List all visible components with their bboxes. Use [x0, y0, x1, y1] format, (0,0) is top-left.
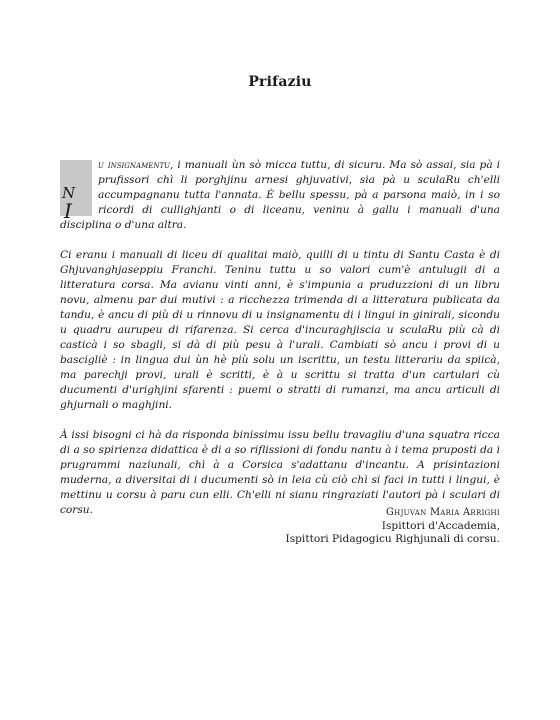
- signature-title-1: Ispittori d'Accademia,: [381, 519, 500, 532]
- page-title: Prifaziu: [248, 74, 312, 90]
- signature-title-2: Ispittori Pidagogicu Righjunali di corsu.: [285, 533, 500, 545]
- paragraph-1-text: i manuali ùn sò micca tuttu, di sicuru. Ma sò assai, sia pà i prufissori chì li porghjinu arnesi ghjuvativi, sia pà u sculaRu ch'elli accumpagnanu tutta l'annata. È bellu spessu, pà a parsona maiò, in i so ricordi di cullighjanti o di liceanu, veninu à gallu i manuali d'una disciplina o d'una altra.: [60, 159, 500, 231]
- signature-name: Ghjuvan Maria Arrighi: [386, 507, 500, 518]
- signature-block: [200, 506, 500, 547]
- paragraph-1-lead: u insignamentu,: [98, 159, 174, 171]
- paragraph-3: À issi bisogni ci hà da risponda binissimu issu bellu travagliu d'una squatra ricca di a so spirienza didattica è di a so riflissioni di fondu nantu à i tema pruposti da i prugrammi naziunali, chì à a Corsica s'adattanu d'incantu. A prisintazioni muderna, a diversitai di i ducumenti sò in leia cù ciò chì si faci in tutti i lingui, è mettinu u corsu à paru cun elli. Ch'elli ni sianu ringraziati l'autori pà i sculari di corsu.: [60, 429, 500, 516]
- drop-cap-letters: [62, 180, 76, 223]
- preface-body: [60, 158, 500, 518]
- paragraph-2: Ci eranu i manuali di liceu di qualitai maiò, quilli di u tintu di Santu Casta è di Ghjuvanghjaseppiu Franchi. Teninu tuttu u so valori cum'è antulugii di a litteratura corsa. Ma avianu vinti anni, è s'impunia a pruduzzioni di un libru novu, almenu par dui mutivi : a ricchezza trimenda di a litteratura publicata da tandu, è ancu di più di u rinnovu di u insignamentu di i lingui in ginirali, sicondu u quadru aurupeu di rifarenza. Si cerca d'incuraghjiscia u sculaRu più cà di casticà i so sbagli, si dà di più pesu à l'urali. Cambiati sò ancu i provi di u bascigliè : in lingua dui ùn hè più solu un iscrittu, un testu litterariu da spiicà, ma parechji provi, urali è scritti, è à u scrittu si tratta d'un cartulari cù ducumenti d'urighjini sfarenti : puemi o stratti di rumanzi, ma ancu articuli di ghjurnali o maghjini.: [60, 249, 500, 411]
- paragraph-1: [60, 158, 500, 233]
- drop-cap-second: N: [62, 184, 76, 202]
- drop-cap-first: I: [64, 199, 72, 223]
- drop-cap: [60, 160, 92, 223]
